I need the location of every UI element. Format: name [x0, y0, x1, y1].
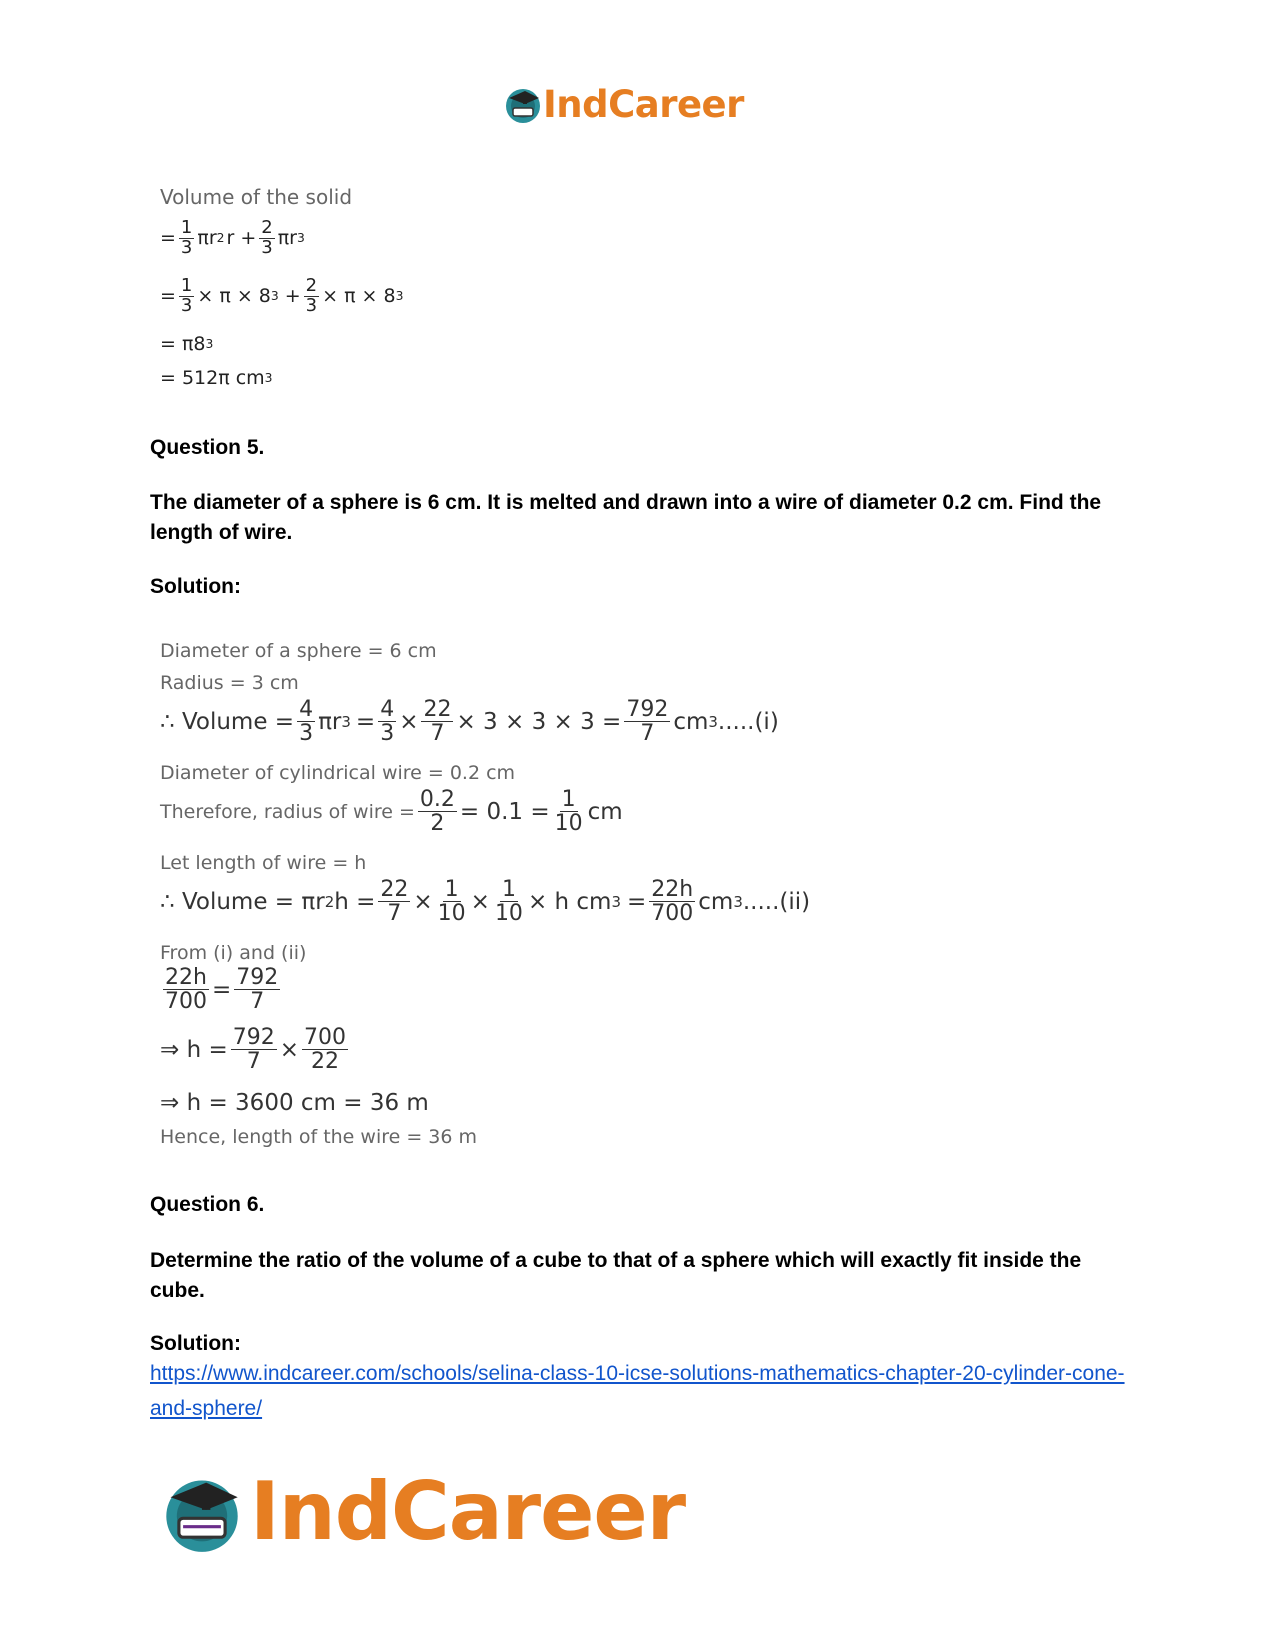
solution-label: Solution: — [150, 1332, 241, 1355]
fraction: $\frac{22}{7}$ — [423, 697, 452, 747]
math-text: .....(i) — [717, 708, 779, 735]
solution-image-volume-of-solid — [160, 185, 460, 400]
footer-logo — [160, 1466, 685, 1558]
math-text: = — [160, 285, 176, 308]
fraction: $\frac{792}{7}$ — [626, 697, 669, 747]
math-text: cm — [698, 888, 734, 915]
graduation-book-icon — [503, 84, 543, 124]
logo-wordmark: IndCareer — [250, 1465, 686, 1558]
fraction: $\frac{1}{3}$ — [180, 275, 193, 316]
question-5-heading: Question 5. — [150, 436, 265, 459]
question-6-heading: Question 6. — [150, 1193, 265, 1216]
math-text: = — [355, 708, 376, 735]
fraction: $\frac{792}{7}$ — [232, 1025, 275, 1075]
solution-line: Radius = 3 cm — [160, 672, 299, 694]
math-text: = — [160, 227, 176, 250]
math-text: ∴ Volume = πr — [160, 888, 325, 915]
fraction: $\frac{2}{3}$ — [261, 217, 273, 258]
volume-of-solid-title: Volume of the solid — [160, 185, 353, 209]
math-text: = — [212, 976, 232, 1003]
fraction: $\frac{22}{7}$ — [380, 877, 409, 927]
fraction: $\frac{1}{10}$ — [554, 787, 583, 837]
math-text: = π8 — [160, 333, 206, 355]
question-6-text: Determine the ratio of the volume of a cube to that of a sphere which will exactly fit inside the cube. — [150, 1249, 1082, 1302]
graduation-book-icon — [160, 1470, 244, 1554]
math-text: cm — [587, 798, 623, 825]
math-text: × 3 × 3 × 3 = — [456, 708, 622, 735]
math-text: πr — [277, 227, 297, 250]
fraction: $\frac{22h}{700}$ — [165, 965, 207, 1015]
fraction: $\frac{2}{3}$ — [305, 275, 318, 316]
math-text: .....(ii) — [742, 888, 811, 915]
solution-link[interactable]: https://www.indcareer.com/schools/selina-class-10-icse-solutions-mathematics-chapter-20-cylinder-cone-and-sphere/ — [150, 1362, 1125, 1420]
equation-line — [160, 1026, 351, 1073]
math-text: = — [626, 888, 647, 915]
math-text: cm — [673, 708, 709, 735]
math-text: × π × 8 — [322, 285, 396, 308]
solution-line: From (i) and (ii) — [160, 942, 307, 964]
math-text: ∴ Volume = — [160, 708, 295, 735]
math-text: × — [399, 708, 419, 735]
math-text: × — [279, 1036, 300, 1063]
fraction: $\frac{1}{10}$ — [494, 877, 523, 927]
fraction: $\frac{4}{3}$ — [380, 697, 395, 747]
equation-line: = π8 3 — [160, 333, 214, 355]
math-text: r + — [226, 227, 257, 250]
equation-line: = $\frac{1}{3}$ πr 2 r + $\frac{2}{3}$ πr 3 — [160, 217, 305, 258]
math-text: = 512π cm — [160, 367, 265, 389]
equation-line: ∴ Volume = $\frac{4}{3}$ πr 3 = $\frac{4}{3}$ × $\frac{22}{7}$ × 3 × 3 × 3 = $\frac{792}{7}$ cm 3 .....(i) — [160, 697, 779, 747]
header-logo — [503, 80, 744, 128]
fraction: $\frac{700}{22}$ — [304, 1025, 347, 1075]
solution-line: Diameter of cylindrical wire = 0.2 cm — [160, 762, 516, 784]
math-text: × — [470, 888, 490, 915]
math-text: = 0.1 = — [459, 798, 550, 825]
logo-wordmark: IndCareer — [543, 82, 744, 126]
fraction: $\frac{0.2}{2}$ — [419, 787, 455, 837]
equation-line: ⇒ h = 3600 cm = 36 m — [160, 1090, 429, 1116]
solution-image-sphere-wire — [160, 640, 811, 1160]
solution-line: Hence, length of the wire = 36 m — [160, 1126, 478, 1148]
fraction: $\frac{22h}{700}$ — [651, 877, 694, 927]
fraction: $\frac{792}{7}$ — [236, 965, 279, 1015]
equation-line: = 512π cm 3 — [160, 367, 273, 389]
fraction: $\frac{4}{3}$ — [299, 697, 314, 747]
solution-label: Solution: — [150, 575, 241, 598]
equation-line — [160, 788, 623, 835]
math-text: × π × 8 — [197, 285, 271, 308]
fraction: $\frac{1}{3}$ — [180, 217, 193, 258]
equation-line: = $\frac{1}{3}$ × π × 8 3 + $\frac{2}{3}$ × π × 8 3 — [160, 275, 404, 316]
fraction: $\frac{1}{10}$ — [437, 877, 466, 927]
math-text: πr — [197, 227, 217, 250]
math-text: πr — [318, 708, 342, 735]
solution-line: Let length of wire = h — [160, 852, 367, 874]
math-text: × — [413, 888, 433, 915]
math-text: × h cm — [527, 888, 612, 915]
equation-line: ∴ Volume = πr 2 h = $\frac{22}{7}$ × $\frac{1}{10}$ × $\frac{1}{10}$ × h cm 3 = $\frac{22h}{700}$ cm 3 .....(ii) — [160, 877, 811, 927]
solution-line: Diameter of a sphere = 6 cm — [160, 640, 437, 662]
math-text: ⇒ h = — [160, 1036, 228, 1063]
math-text: Therefore, radius of wire = — [160, 800, 415, 823]
question-5-text: The diameter of a sphere is 6 cm. It is melted and drawn into a wire of diameter 0.2 cm. Find the length of wire. — [150, 491, 1102, 544]
math-text: h = — [334, 888, 376, 915]
math-text: + — [284, 285, 301, 308]
equation-line — [160, 966, 283, 1013]
